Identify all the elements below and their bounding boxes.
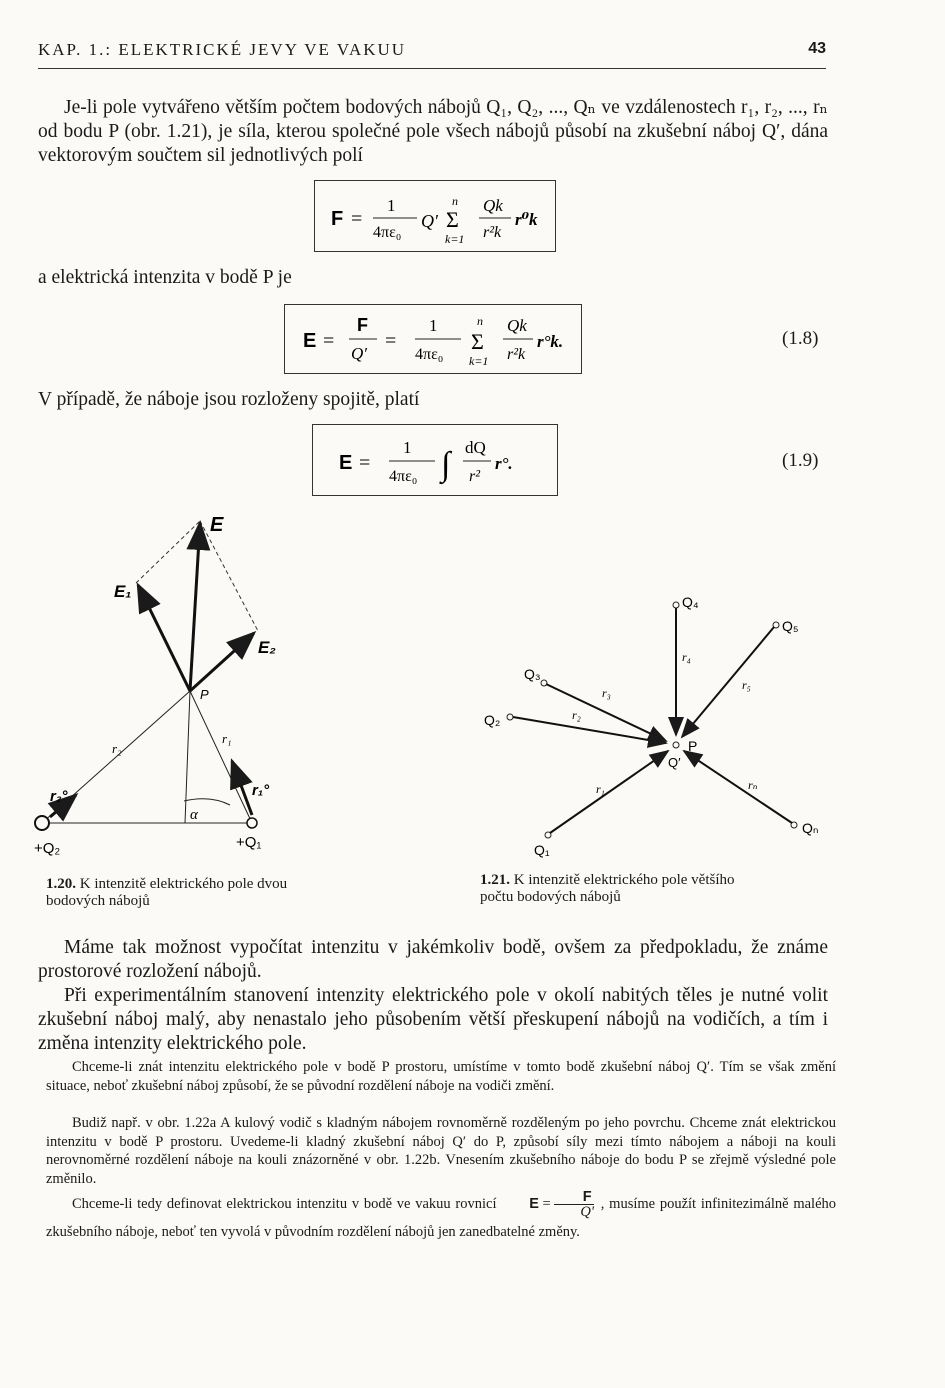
- label-Q1: +Q₁: [236, 834, 262, 851]
- formula-intensity-box: [284, 304, 582, 374]
- label-r2-unit: r₂°: [50, 788, 68, 805]
- formula-intensity: [285, 305, 581, 373]
- formula-continuous: [313, 425, 557, 495]
- formula-force: [315, 181, 555, 251]
- e-f: F: [357, 315, 368, 335]
- e-eq1: =: [323, 330, 335, 352]
- small3-before: Chceme-li tedy definovat elektrickou intenzitu v bodě ve vakuu rovnicí: [72, 1195, 497, 1212]
- c-one: 1: [403, 438, 412, 457]
- e-rk0: r°k.: [537, 332, 564, 351]
- e-lhs: E: [303, 330, 317, 352]
- small-paragraph-1: Chceme-li znát intenzitu elektrického pole v bodě P prostoru, umístíme v tomto bodě zkušební náboj Q′. Tím se však změní situace, neboť zkušební náboj způsobí, že se původní rozdělení náboje na vodiči změní.: [46, 1059, 836, 1094]
- body-paragraph-2: Při experimentálním stanovení intenzity elektrického pole v okolí nabitých těles je nutné volit zkušební náboj malý, aby nenastalo jeho působením větší přeskupení nábojů na vodičích, a tím i změna intenzity elektrického pole.: [38, 985, 828, 1054]
- e-sum-top: n: [477, 314, 483, 328]
- arrow-r5: [682, 627, 774, 737]
- f-one: 1: [387, 196, 396, 215]
- label-r5: r₅: [742, 678, 751, 692]
- point-Q2: [507, 714, 513, 720]
- c-r0: r°.: [495, 454, 513, 473]
- inline-fraction: [554, 1190, 594, 1219]
- f-sum-bottom: k=1: [445, 232, 465, 246]
- inline-eq: =: [542, 1195, 551, 1212]
- c-dq: dQ: [465, 438, 486, 457]
- vector-r1-unit: [232, 761, 252, 815]
- between-text-2: V případě, že náboje jsou rozloženy spojitě, platí: [38, 389, 420, 410]
- e-sum-bottom: k=1: [469, 354, 489, 368]
- f-rk2: r²k: [483, 224, 502, 241]
- inline-qp: Q′: [580, 1204, 595, 1220]
- caption-1-20-text: K intenzitě elektrického pole dvou bodových nábojů: [46, 876, 288, 909]
- f-sum: Σ: [446, 207, 459, 232]
- label-Q4: Q₄: [682, 594, 699, 610]
- body-paragraph-1: Máme tak možnost vypočítat intenzitu v jakémkoliv bodě, ovšem za předpokladu, že známe prostorové rozložení nábojů.: [38, 937, 828, 982]
- label-r4: r₄: [682, 650, 691, 664]
- eq-number-1-8: (1.8): [782, 328, 819, 349]
- label-Qn: Qₙ: [802, 820, 819, 836]
- f-den: 4πε₀: [373, 224, 402, 241]
- e-den: 4πε₀: [415, 346, 444, 363]
- formula-force-box: [314, 180, 556, 252]
- f-lhs: F: [331, 208, 344, 230]
- charge-Q1: [247, 818, 257, 828]
- running-header: [38, 40, 826, 60]
- arrow-rn: [684, 751, 792, 823]
- e-sum: Σ: [471, 329, 484, 354]
- formula-continuous-box: [312, 424, 558, 496]
- label-P: P: [200, 687, 209, 702]
- f-q: Q′: [421, 211, 438, 231]
- charge-Q2: [35, 816, 49, 830]
- small-paragraph-3: [46, 1190, 836, 1245]
- inline-formula: [503, 1190, 594, 1219]
- label-r1: r₁: [596, 782, 605, 796]
- alpha-arc: [184, 799, 230, 805]
- label-Q1: Q₁: [534, 842, 550, 858]
- dashed-side-2: [200, 521, 258, 631]
- dashed-side-1: [136, 521, 200, 583]
- vector-E1: [138, 585, 190, 691]
- small-paragraph-2: Budiž např. v obr. 1.22a A kulový vodič s kladným nábojem rovnoměrně rozděleným po jeho povrchu. Chceme znát elektrickou intenzitu v bodě P prostoru. Uvedeme-li kladný zkušební náboj Q′ do P, způsobí síly mezi tímto nábojem a náboji na kouli nerovnoměrné rozdělení náboje na kouli znázorněné v obr. 1.22b. Vnesením zkušebního náboje do bodu P se zřejmě výsledné pole změnilo.: [46, 1115, 836, 1187]
- arrow-r1: [550, 751, 668, 833]
- c-eq: =: [359, 452, 371, 474]
- label-rn: rₙ: [748, 778, 758, 792]
- label-Q5: Q₅: [782, 618, 799, 634]
- e-rk2: r²k: [507, 346, 526, 363]
- label-Q3: Q₃: [524, 666, 541, 682]
- intro-paragraph: Je-li pole vytvářeno větším počtem bodových nábojů Q₁, Q₂, ..., Qₙ ve vzdálenostech r₁, r₂, ..., rₙ od bodu P (obr. 1.21), je síla, kterou společné pole všech nábojů působí na zkušební náboj Q′, dána vektorovým součtem sil jednotlivých polí: [38, 97, 828, 166]
- eq-number-1-9: (1.9): [782, 450, 819, 471]
- label-E: E: [210, 514, 224, 536]
- c-den: 4πε₀: [389, 468, 418, 485]
- label-alpha: α: [190, 807, 198, 823]
- label-P: P: [688, 738, 698, 754]
- label-r2: r₂: [572, 708, 581, 722]
- caption-1-21: [480, 872, 770, 906]
- vector-E: [190, 523, 200, 691]
- header-rule: [38, 68, 826, 69]
- label-r2: r₂: [112, 741, 122, 756]
- c-r2: r²: [469, 468, 481, 485]
- f-rk0: r⁰k: [515, 210, 538, 229]
- running-title: KAP. 1.: ELEKTRICKÉ JEVY VE VAKUU: [38, 40, 407, 59]
- inline-e: E: [529, 1195, 539, 1212]
- f-sum-top: n: [452, 194, 458, 208]
- caption-1-21-text: K intenzitě elektrického pole většího počtu bodových nábojů: [480, 872, 735, 905]
- vector-E2: [190, 633, 254, 691]
- point-P: [673, 742, 679, 748]
- e-eq2: =: [385, 330, 397, 352]
- label-r3: r₃: [602, 686, 611, 700]
- altitude-line: [185, 691, 190, 823]
- point-Q4: [673, 602, 679, 608]
- label-r1-unit: r₁°: [252, 782, 270, 799]
- e-one: 1: [429, 316, 438, 335]
- page-number: 43: [808, 40, 826, 57]
- c-lhs: E: [339, 452, 353, 474]
- small3-after: , musíme použít infinitezimálně malého zkušebního náboje, neboť ten vyvolá v původním rozdělení nábojů jen zanedbatelné změny.: [46, 1195, 837, 1240]
- caption-1-20-number: 1.20.: [46, 876, 76, 892]
- figure-1-20: [20, 505, 320, 875]
- inline-f: F: [554, 1190, 594, 1205]
- figure-1-21: [476, 585, 836, 865]
- between-text-1: a elektrická intenzita v bodě P je: [38, 267, 292, 288]
- e-qp: Q′: [351, 344, 367, 363]
- f-qk: Qk: [483, 196, 503, 215]
- c-integral: ∫: [441, 446, 451, 483]
- label-Q2: Q₂: [484, 712, 501, 728]
- caption-1-20: [46, 876, 336, 910]
- label-r1: r₁: [222, 731, 232, 746]
- e-qk: Qk: [507, 316, 527, 335]
- f-eq: =: [351, 208, 363, 230]
- label-E2: E₂: [258, 638, 276, 657]
- label-Q-prime: Q′: [668, 755, 681, 770]
- label-E1: E₁: [114, 582, 132, 601]
- caption-1-21-number: 1.21.: [480, 872, 510, 888]
- label-Q2: +Q₂: [34, 840, 61, 857]
- line-r1: [190, 691, 252, 823]
